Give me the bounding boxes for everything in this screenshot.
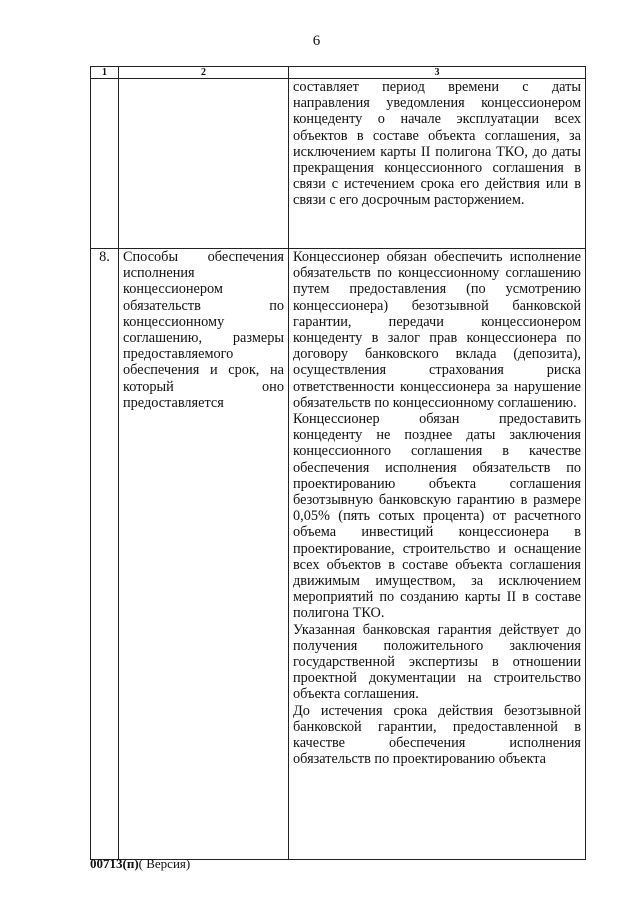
row-content: [289, 249, 586, 860]
row-name: [119, 79, 289, 249]
column-header-2: 2: [119, 67, 289, 79]
row-content: [289, 79, 586, 249]
content-paragraph: Концессионер обязан обеспечить исполнение обязательств по концессионному соглашению путем предоставления (по усмотрению концессионера) безотзывной банковской гарантии, передачи концессионером концеденту в залог прав концессионера по договору банковского вклада (депозита), осуществления страхования риска ответственности концессионера за нарушение обязательств по концессионному соглашению.: [293, 249, 581, 411]
table-row: [91, 79, 586, 249]
content-paragraph: Концессионер обязан предоставить концеденту не позднее даты заключения концессионного соглашения в качестве обеспечения исполнения обязательств по проектированию объекта соглашения безотзывную банковскую гарантию в размере 0,05% (пять сотых процента) от расчетного объема инвестиций концессионера в проектирование, строительство и оснащение всех объектов в составе объекта соглашения движимым имуществом, за исключением мероприятий по созданию карты II в составе полигона ТКО.: [293, 411, 581, 622]
page-number: 6: [312, 33, 321, 49]
document-table: [90, 66, 586, 860]
row-number: 8.: [91, 249, 119, 860]
row-number: [91, 79, 119, 249]
document-footer: [90, 856, 190, 872]
row-name: Способы обеспечения исполнения концессионером обязательств по концессионному соглашению, размеры предоставляемого обеспечения и срок, на который оно предоставляется: [119, 249, 289, 860]
document-version: ( Версия): [138, 856, 191, 871]
column-header-3: 3: [289, 67, 586, 79]
content-paragraph: Указанная банковская гарантия действует до получения положительного заключения государственной экспертизы в отношении проектной документации на строительство объекта соглашения.: [293, 621, 581, 703]
document-code: 00713(п): [90, 856, 139, 871]
content-paragraph: До истечения срока действия безотзывной банковской гарантии, предоставленной в качестве обеспечения исполнения обязательств по проектированию объекта: [293, 702, 581, 768]
table-row: [91, 249, 586, 860]
table-header-row: [91, 67, 586, 79]
content-paragraph: составляет период времени с даты направления уведомления концессионером концеденту о начале эксплуатации всех объектов в составе объекта соглашения, за исключением карты II полигона ТКО, до даты прекращения концессионного соглашения в связи с истечением срока его действия или в связи с его досрочным расторжением.: [293, 79, 581, 209]
column-header-1: 1: [91, 67, 119, 79]
